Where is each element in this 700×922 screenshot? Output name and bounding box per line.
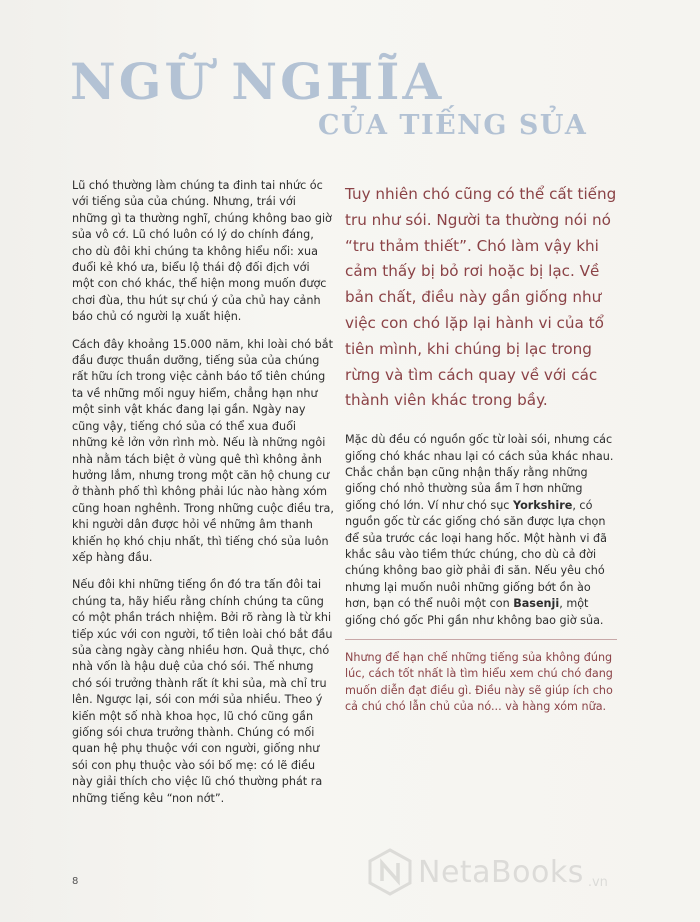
accent-paragraph: Nhưng để hạn chế những tiếng sủa không đúng lúc, cách tốt nhất là tìm hiểu xem chú chó đang muốn diễn đạt điều gì. Điều này sẽ giúp ích cho cả chú chó lẫn chủ của nó... và hàng xóm nữa. bbox=[345, 651, 613, 714]
breed-text-a: Mặc dù đều có nguồn gốc từ loài sói, nhưng các giống chó khác nhau lại có cách sủa khác nhau. Chắc chắn bạn cũng nhận thấy rằng những giống chó nhỏ thường sủa ầm ĩ hơn những giống chó lớn. Ví như chó sục bbox=[345, 433, 614, 512]
divider bbox=[345, 639, 617, 640]
watermark bbox=[366, 848, 608, 896]
watermark-tld: .vn bbox=[587, 875, 608, 890]
breed-text-c: , một giống chó gốc Phi gần như không bao giờ sủa. bbox=[345, 597, 604, 627]
netabooks-logo-icon bbox=[366, 848, 414, 896]
breed-yorkshire: Yorkshire bbox=[513, 498, 573, 512]
page-number: 8 bbox=[72, 876, 79, 887]
lead-paragraph: Tuy nhiên chó cũng có thể cất tiếng tru như sói. Người ta thường nói nó “tru thảm thiết”. Chó làm vậy khi cảm thấy bị bỏ rơi hoặc bị lạc. Về bản chất, điều này gần giống như việc con chó lặp lại hành vi của tổ tiên mình, khi chúng bị lạc trong rừng và tìm cách quay về với các thành viên khác trong bầy. bbox=[345, 185, 617, 410]
breed-text-b: , có nguồn gốc từ các giống chó săn được lựa chọn để sủa trước các loại hang hốc. Một hành vi đã khắc sâu vào tiềm thức chúng, cho dù cả đời chúng không bao giờ phải đi săn. Nếu yêu chó nhưng lại muốn nuôi những giống bớt ồn ào hơn, bạn có thể nuôi một con bbox=[345, 498, 607, 611]
watermark-brand: NetaBooks bbox=[418, 854, 584, 890]
page-title: NGỮ NGHĨA bbox=[70, 52, 445, 111]
left-column bbox=[72, 178, 334, 818]
breed-paragraph bbox=[345, 432, 617, 629]
paragraph-3: Nếu đôi khi những tiếng ồn đó tra tấn đôi tai chúng ta, hãy hiểu rằng chính chúng ta cũng có một phần trách nhiệm. Bởi rõ ràng là từ khi tiếp xúc với con người, tổ tiên loài chó bắt đầu sủa càng ngày càng nhiều hơn. Quả thực, chó nhà vốn là hậu duệ của chó sói. Thế nhưng chó sói trưởng thành rất ít khi sủa, mà chỉ tru lên. Ngược lại, sói con mới sủa nhiều. Theo ý kiến một số nhà khoa học, lũ chó cũng gần giống sói chưa trưởng thành. Chúng có mối quan hệ phụ thuộc với con người, giống như sói con phụ thuộc vào sói bố mẹ: có lẽ điều này giải thích cho việc lũ chó thường phát ra những tiếng kêu “non nớt”. bbox=[72, 578, 333, 805]
page-subtitle: CỦA TIẾNG SỦA bbox=[318, 110, 588, 141]
breed-basenji: Basenji bbox=[513, 597, 560, 611]
paragraph-1: Lũ chó thường làm chúng ta đinh tai nhức óc với tiếng sủa của chúng. Nhưng, trái với những gì ta thường nghĩ, chúng không bao giờ sủa vô cớ. Lũ chó luôn có lý do chính đáng, cho dù đôi khi chúng ta không hiểu nổi: xua đuổi kẻ khó ưa, biểu lộ thái độ đối địch với một con chó khác, thể hiện mong muốn được chơi đùa, thu hút sự chú ý của chủ hay cảnh báo chủ có người lạ xuất hiện. bbox=[72, 179, 332, 324]
right-column bbox=[345, 182, 617, 716]
paragraph-2: Cách đây khoảng 15.000 năm, khi loài chó bắt đầu được thuần dưỡng, tiếng sủa của chúng rất hữu ích trong việc cảnh báo tổ tiên chúng ta về những mối nguy hiểm, chẳng hạn như một sinh vật khác đang lại gần. Ngày nay cũng vậy, tiếng chó sủa có thể xua đuổi những kẻ lởn vởn rình mò. Nếu là những ngôi nhà nằm tách biệt ở vùng quê thì không ảnh hưởng lắm, nhưng trong một căn hộ chung cư ở thành phố thì không phải lúc nào hàng xóm cũng hoan nghênh. Trong những cuộc điều tra, khi người dân được hỏi về những âm thanh khiến họ khó chịu nhất, thì tiếng chó sủa luôn xếp hàng đầu. bbox=[72, 337, 334, 564]
